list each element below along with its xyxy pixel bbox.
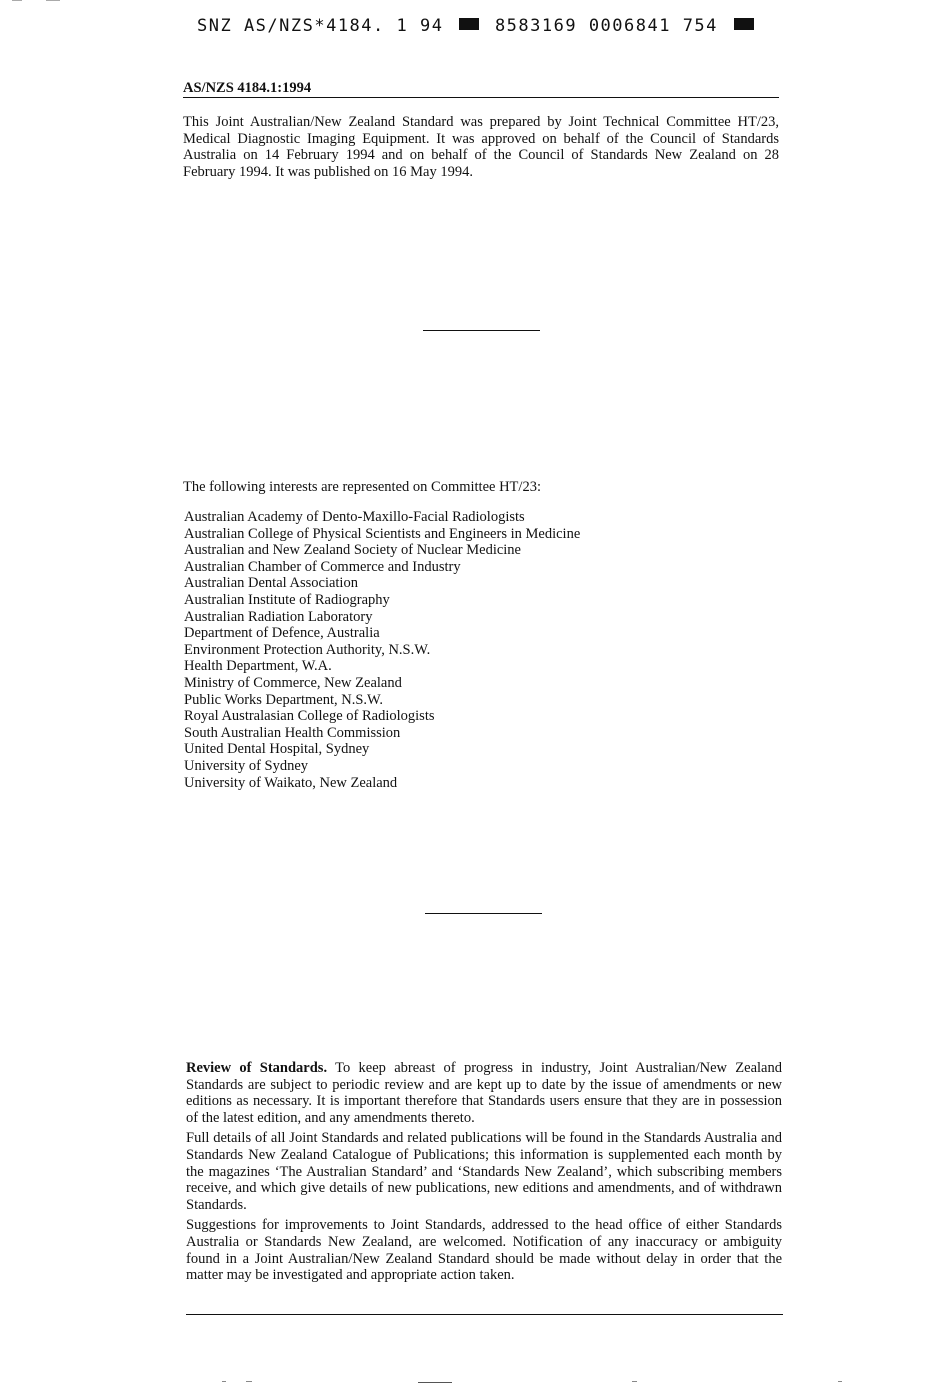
preparation-note: This Joint Australian/New Zealand Standard was prepared by Joint Technical Committee HT/23, Medical Diagnostic Imaging Equipment. It was approved on behalf of the Council of Standards Australia on 14 February 1994 and on behalf of the Council of Standards New Zealand on 28 February 1994. It was published on 16 May 1994. (183, 114, 779, 180)
review-paragraph: Full details of all Joint Standards and related publications will be found in the Standards Australia and Standards New Zealand Catalogue of Publications; this information is supplemented each month by the magazines ‘The Australian Standard’ and ‘Standards New Zealand’, which subscribing members receive, and which give details of new publications, new editions and amendments, and of withdrawn Standards. (186, 1130, 782, 1213)
review-of-standards (186, 1060, 782, 1288)
list-item: University of Waikato, New Zealand (184, 774, 398, 791)
list-item: United Dental Hospital, Sydney (184, 741, 370, 758)
committee-member-list (184, 509, 580, 791)
list-item: Department of Defence, Australia (184, 625, 380, 642)
list-item: Australian Academy of Dento-Maxillo-Facial Radiologists (184, 509, 525, 525)
footer-rule (186, 1314, 783, 1315)
list-item: Environment Protection Authority, N.S.W. (184, 641, 431, 658)
list-item: Australian Institute of Radiography (184, 591, 390, 608)
list-item: South Australian Health Commission (184, 724, 401, 741)
review-text: To keep abreast of progress in industry, Joint Australian/New Zealand Standards are subject to periodic review and are kept up to date by the issue of amendments or new editions as necessary. It is important therefore that Standards users ensure that they are in possession of the latest edition, and any amendments thereto. (186, 1060, 782, 1126)
list-item: Australian Chamber of Commerce and Industry (184, 558, 461, 575)
review-paragraph (186, 1060, 782, 1126)
list-item: Australian College of Physical Scientists and Engineers in Medicine (184, 525, 581, 542)
header-rule (183, 97, 779, 98)
list-item: Australian Radiation Laboratory (184, 608, 373, 625)
review-paragraph: Suggestions for improvements to Joint Standards, addressed to the head office of either Standards Australia or Standards New Zealand, are welcomed. Notification of any inaccuracy or ambiguity found in a Joint Australian/New Zealand Standard should be made without delay in order that the matter may be investigated and appropriate action taken. (186, 1217, 782, 1284)
list-item: Australian and New Zealand Society of Nuclear Medicine (184, 542, 521, 559)
list-item: Ministry of Commerce, New Zealand (184, 674, 402, 691)
section-divider (425, 913, 542, 914)
standard-id: AS/NZS 4184.1:1994 (183, 80, 312, 96)
list-item: Royal Australasian College of Radiologists (184, 708, 435, 725)
scan-artifact-top (0, 0, 200, 4)
scan-artifact-bottom (0, 1378, 950, 1386)
section-divider (423, 330, 540, 331)
barcode-line (197, 16, 757, 36)
barcode-prefix: SNZ AS/NZS*4184. 1 94 (197, 16, 444, 36)
list-item: Health Department, W.A. (184, 658, 332, 675)
barcode-block (734, 18, 754, 30)
list-item: Public Works Department, N.S.W. (184, 691, 383, 708)
review-title: Review of Standards. (186, 1060, 328, 1076)
list-item: University of Sydney (184, 757, 309, 774)
barcode-digits: 8583169 0006841 754 (494, 16, 718, 36)
barcode-block (459, 18, 479, 30)
committee-heading: The following interests are represented on Committee HT/23: (183, 479, 541, 495)
list-item: Australian Dental Association (184, 575, 358, 592)
